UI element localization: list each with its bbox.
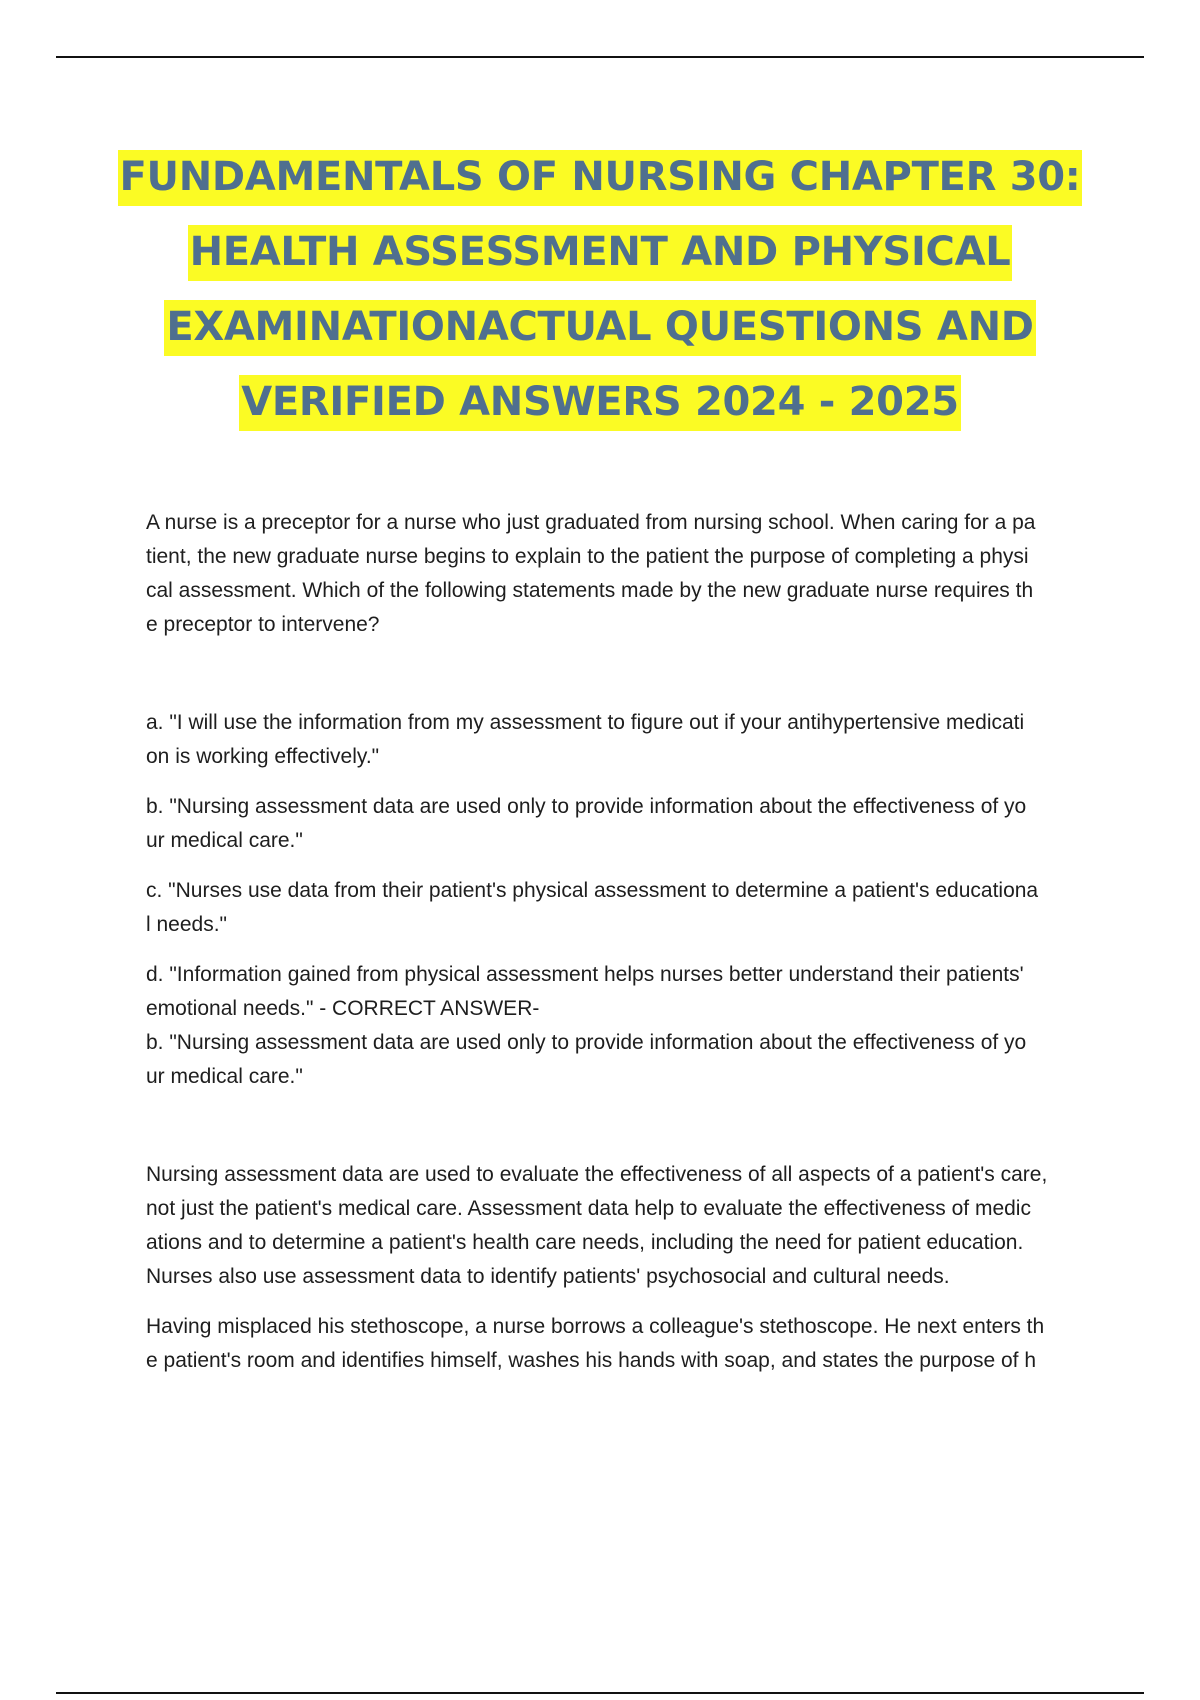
title-line-4: VERIFIED ANSWERS 2024 - 2025	[239, 375, 961, 431]
option-d-with-correct-answer: d. "Information gained from physical assessment helps nurses better understand their patients' emotional needs." - CORRECT ANSWER- b. "Nursing assessment data are used only to provide information about the effectiveness of yo ur medical care."	[146, 963, 1027, 1088]
option-b: b. "Nursing assessment data are used only to provide information about the effectiveness of yo ur medical care."	[146, 795, 1027, 852]
top-rule	[56, 56, 1144, 58]
title-line-1: FUNDAMENTALS OF NURSING CHAPTER 30:	[118, 150, 1083, 206]
option-a: a. "I will use the information from my assessment to figure out if your antihypertensive medicati on is working effectively."	[146, 711, 1025, 768]
title-line-2: HEALTH ASSESSMENT AND PHYSICAL	[188, 225, 1013, 281]
document-body	[146, 506, 1086, 1378]
document-title	[100, 140, 1100, 440]
bottom-rule	[56, 1692, 1144, 1694]
rationale-paragraph: Nursing assessment data are used to evaluate the effectiveness of all aspects of a patient's care, not just the patient's medical care. Assessment data help to evaluate the effectiveness of medic ations and to determine a patient's health care needs, including the need for patient education. Nurses also use assessment data to identify patients' psychosocial and cultural needs.	[146, 1163, 1048, 1288]
question-2-text: Having misplaced his stethoscope, a nurse borrows a colleague's stethoscope. He next enters th e patient's room and identifies himself, washes his hands with soap, and states the purpose of h	[146, 1315, 1045, 1372]
option-c: c. "Nurses use data from their patient's physical assessment to determine a patient's educationa l needs."	[146, 879, 1039, 936]
title-line-3: EXAMINATIONACTUAL QUESTIONS AND	[164, 300, 1035, 356]
question-1-text: A nurse is a preceptor for a nurse who just graduated from nursing school. When caring for a pa tient, the new graduate nurse begins to explain to the patient the purpose of completing a physi cal assessment. Which of the following statements made by the new graduate nurse requires th e preceptor to intervene?	[146, 511, 1036, 636]
